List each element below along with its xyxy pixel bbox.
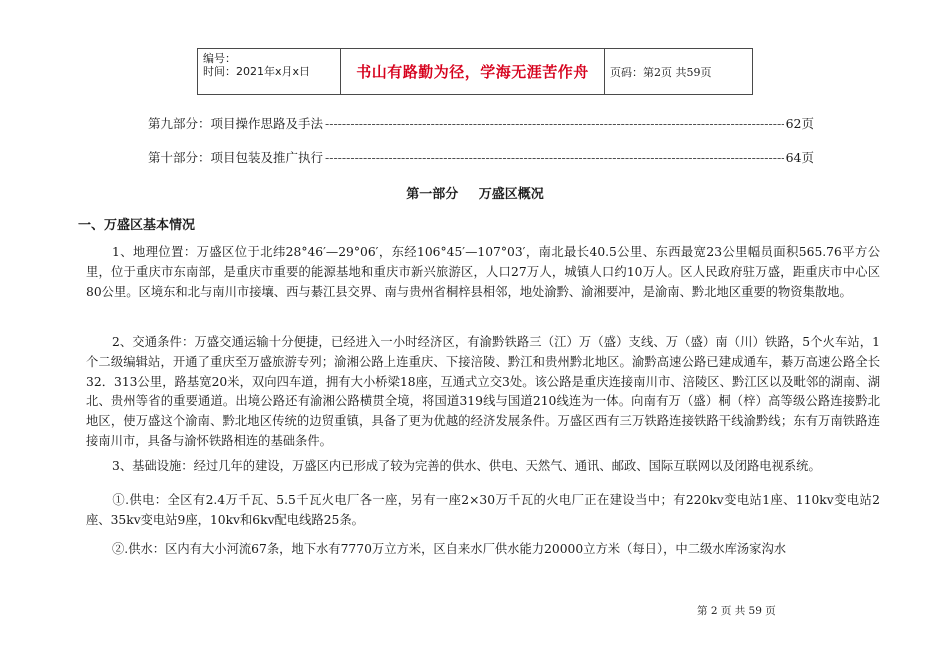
header-page-info: 页码：第2页 共59页	[610, 66, 712, 79]
paragraph-text: ②.供水：区内有大小河流67条，地下水有7770万立方米，区自来水厂供水能力20000立方米（每日），中二级水库汤家沟水	[112, 542, 787, 556]
toc-entry-page: 64页	[785, 150, 814, 165]
toc-leader	[325, 116, 784, 131]
section-heading: 一、万盛区基本情况	[78, 218, 196, 233]
paragraph-text: 1、地理位置：万盛区位于北纬28°46′—29°06′，东经106°45′—107°03′，南北最长40.5公里、东西最宽23公里幅员面积565.76平方公里，位于重庆市东南部，是重庆市重要的能源基地和重庆市新兴旅游区，人口27万人，城镇人口约10万人。区人民政府驻万盛，距重庆市中心区80公里。区境东和北与南川市接壤、西与綦江县交界、南与贵州省桐梓县相邻，地处渝黔、渝湘要冲，是渝南、黔北地区重要的物资集散地。	[86, 245, 880, 299]
part-number: 第一部分	[406, 187, 459, 202]
paragraph-text: 3、基础设施：经过几年的建设，万盛区内已形成了较为完善的供水、供电、天然气、通讯、邮政、国际互联网以及闭路电视系统。	[112, 459, 821, 473]
part-name: 万盛区概况	[478, 187, 544, 202]
page-footer: 第 2 页 共 59 页	[697, 605, 776, 617]
paragraph-text: 2、交通条件：万盛交通运输十分便捷，已经进入一小时经济区，有渝黔铁路三（江）万（盛）支线、万（盛）南（川）铁路，5个火车站，1个二级编辑站，开通了重庆至万盛旅游专列；渝湘公路上连重庆、下接涪陵、黔江和贵州黔北地区。渝黔高速公路已建成通车，綦万高速公路全长32．313公里，路基宽20米，双向四车道，拥有大小桥梁18座，互通式立交3处。该公路是重庆连接南川市、涪陵区、黔江区以及毗邻的湖南、湖北、贵州等省的重要通道。出境公路还有渝湘公路横贯全境，将国道319线与国道210线连为一体。向南有万（盛）桐（梓）高等级公路连接黔北地区，使万盛这个渝南、黔北地区传统的边贸重镇，具备了更为优越的经济发展条件。万盛区西有三万铁路连接铁路干线渝黔线；东有万南铁路连接南川市，具备与渝怀铁路相连的基础条件。	[86, 335, 880, 448]
toc-entry-label: 第十部分：项目包装及推广执行	[148, 150, 324, 165]
toc-leader	[325, 150, 784, 165]
toc-entry-label: 第九部分：项目操作思路及手法	[148, 116, 324, 131]
part-title	[0, 183, 950, 202]
toc-entry	[148, 114, 814, 132]
paragraph	[86, 333, 880, 452]
page-header-table	[197, 48, 753, 95]
paragraph	[86, 540, 880, 560]
paragraph	[86, 243, 880, 302]
paragraph	[86, 491, 880, 531]
code-label: 编号：	[203, 52, 236, 65]
header-motto: 书山有路勤为径，学海无涯苦作舟	[341, 49, 605, 94]
paragraph	[86, 457, 880, 477]
header-meta-cell	[198, 49, 341, 94]
toc-entry	[148, 148, 814, 166]
paragraph-text: ①.供电：全区有2.4万千瓦、5.5千瓦火电厂各一座，另有一座2×30万千瓦的火电厂正在建设当中；有220kv变电站1座、110kv变电站2座、35kv变电站9座，10kv和6kv配电线路25条。	[86, 493, 880, 527]
toc-entry-page: 62页	[785, 116, 814, 131]
time-label: 时间：2021年x月x日	[203, 65, 311, 78]
